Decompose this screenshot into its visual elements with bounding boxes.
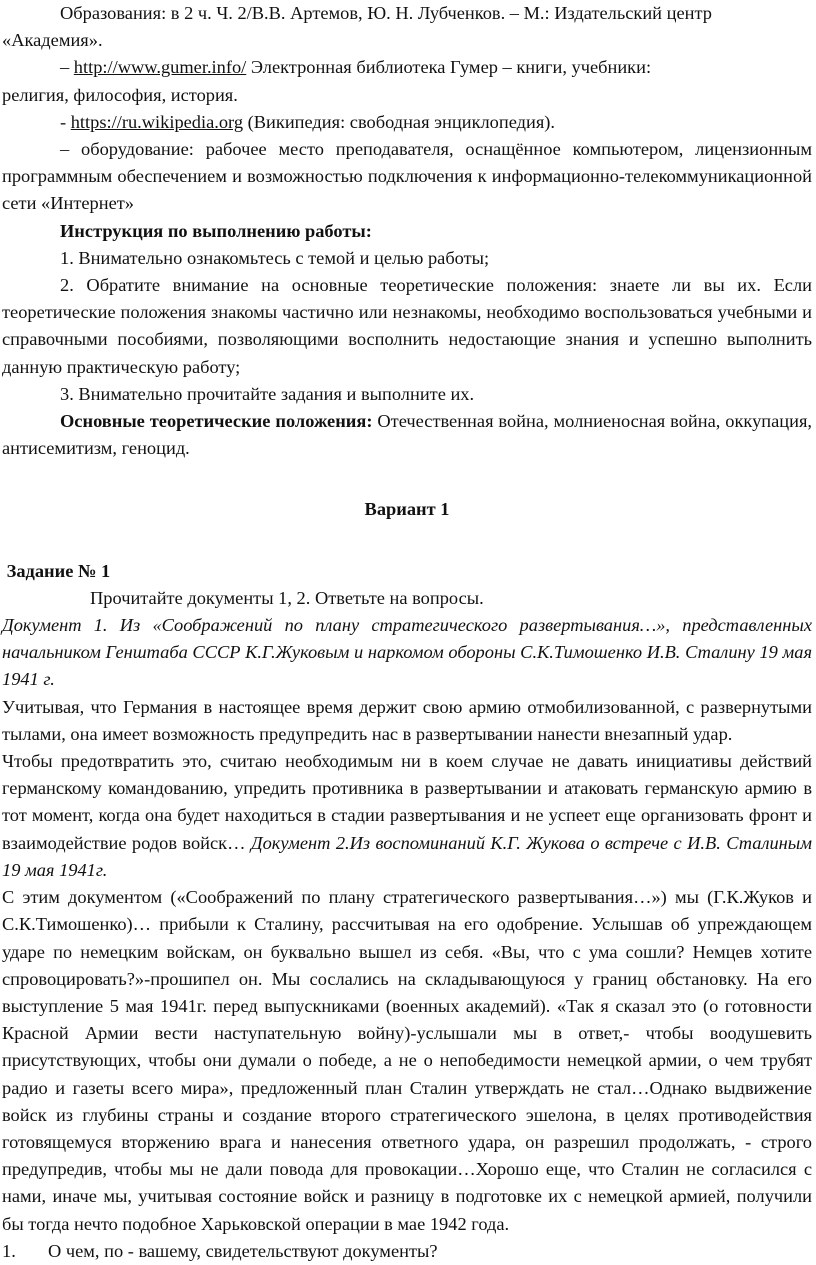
- instructions-title: Инструкция по выполнению работы:: [60, 220, 372, 241]
- document-1-paragraph-1: Учитывая, что Германия в настоящее время держит свою армию отмобилизованной, с развернутыми тылами, она имеет возможность предупредить нас в развертывании нанести внезапный удар.: [2, 696, 812, 744]
- reference-gumer-text: Электронная библиотека Гумер – книги, учебники:: [246, 57, 652, 78]
- document-1-paragraph-2-text: Чтобы предотвратить это, считаю необходимым ни в коем случае не давать инициативы действий германскому командованию, упредить противника в развертывании и атаковать германскую армию в тот момент, когда она будет находиться в стадии развертывания и не успеет еще организовать фронт и взаимодействие родов войск…: [2, 751, 812, 853]
- gumer-link[interactable]: http://www.gumer.info/: [73, 57, 247, 78]
- reference-wikipedia: [0, 109, 816, 136]
- document-2-heading: Документ 2.Из воспоминаний К.Г. Жукова о встрече с И.В. Сталиным 19 мая 1941г.: [2, 832, 812, 880]
- instruction-item-1: 1. Внимательно ознакомьтесь с темой и целью работы;: [60, 247, 490, 268]
- variant-title: Вариант 1: [364, 499, 450, 520]
- document-1-paragraph-2: [0, 748, 816, 884]
- task-prompt: Прочитайте документы 1, 2. Ответьте на вопросы.: [90, 587, 484, 608]
- instruction-item-3: 3. Внимательно прочитайте задания и выполните их.: [60, 383, 475, 404]
- equipment-paragraph: – оборудование: рабочее место преподавателя, оснащённое компьютером, лицензионным программным обеспечением и возможностью подключения к информационно-телекоммуникационной сети «Интернет»: [2, 139, 812, 214]
- theory-paragraph: [0, 408, 816, 462]
- reference-gumer: [0, 54, 816, 108]
- task-title: [0, 558, 816, 585]
- spacer: [0, 462, 816, 496]
- reference-artemov: [0, 0, 816, 54]
- wikipedia-link[interactable]: https://ru.wikipedia.org: [70, 111, 244, 132]
- document-2-paragraph-1: С этим документом («Соображений по плану стратегического развертывания…») мы (Г.К.Жуков и С.К.Тимошенко)… прибыли к Сталину, рассчитывая на его одобрение. Услышав об упреждающем ударе по немецким войскам, он буквально вышел из себя. «Вы, что с ума сошли? Немцев хотите спровоцировать?»-прошипел он. Мы сослались на складывающуюся у границ обстановку. На его выступление 5 мая 1941г. перед выпускниками (военных академий). «Так я сказал это (о готовности Красной Армии вести наступательную войну)-услышали мы в ответ,- чтобы воодушевить присутствующих, чтобы они думали о победе, а не о непобедимости немецкой армии, о чем трубят радио и газеты всего мира», предложенный план Сталин утверждать не стал…Однако выдвижение войск из глубины страны и создание второго стратегического эшелона, в целях противодействия готовящемуся вторжению врага и нанесения ответного удара, он разрешил продолжать, - строго предупредив, чтобы мы не дали повода для провокации…Хорошо еще, что Сталин не согласился с нами, иначе мы, учитывая состояние войск и разницу в подготовке их с немецкой армией, получили бы тогда нечто подобное Харьковской операции в мае 1942 года.: [2, 887, 812, 1234]
- reference-gumer-text-2: религия, философия, история.: [2, 84, 238, 105]
- theory-label: Основные теоретические положения:: [60, 411, 373, 432]
- reference-artemov-text: Образования: в 2 ч. Ч. 2/В.В. Артемов, Ю. Н. Лубченков. – М.: Издательский центр: [60, 3, 712, 23]
- reference-artemov-publisher: «Академия».: [2, 30, 103, 51]
- reference-wikipedia-text: (Википедия: свободная энциклопедия).: [243, 111, 556, 132]
- task-title-text: Задание № 1: [6, 560, 111, 581]
- reference-wikipedia-dash: -: [60, 111, 71, 132]
- question-1: 1. О чем, по - вашему, свидетельствуют документы?: [2, 1240, 438, 1261]
- reference-gumer-dash: –: [60, 57, 74, 78]
- instruction-item-2: 2. Обратите внимание на основные теоретические положения: знаете ли вы их. Если теоретические положения знакомы частично или незнакомы, необходимо воспользоваться учебными и справочными пособиями, позволяющими восполнить недостающие знания и успешно выполнить данную практическую работу;: [2, 275, 812, 377]
- document-1-heading: Документ 1. Из «Соображений по плану стратегического развертывания…», представленных начальником Генштаба СССР К.Г.Жуковым и наркомом обороны С.К.Тимошенко И.В. Сталину 19 мая 1941 г.: [2, 615, 812, 690]
- spacer: [0, 524, 816, 558]
- theory-text: Отечественная война, молниеносная война, оккупация, антисемитизм, геноцид.: [2, 411, 813, 459]
